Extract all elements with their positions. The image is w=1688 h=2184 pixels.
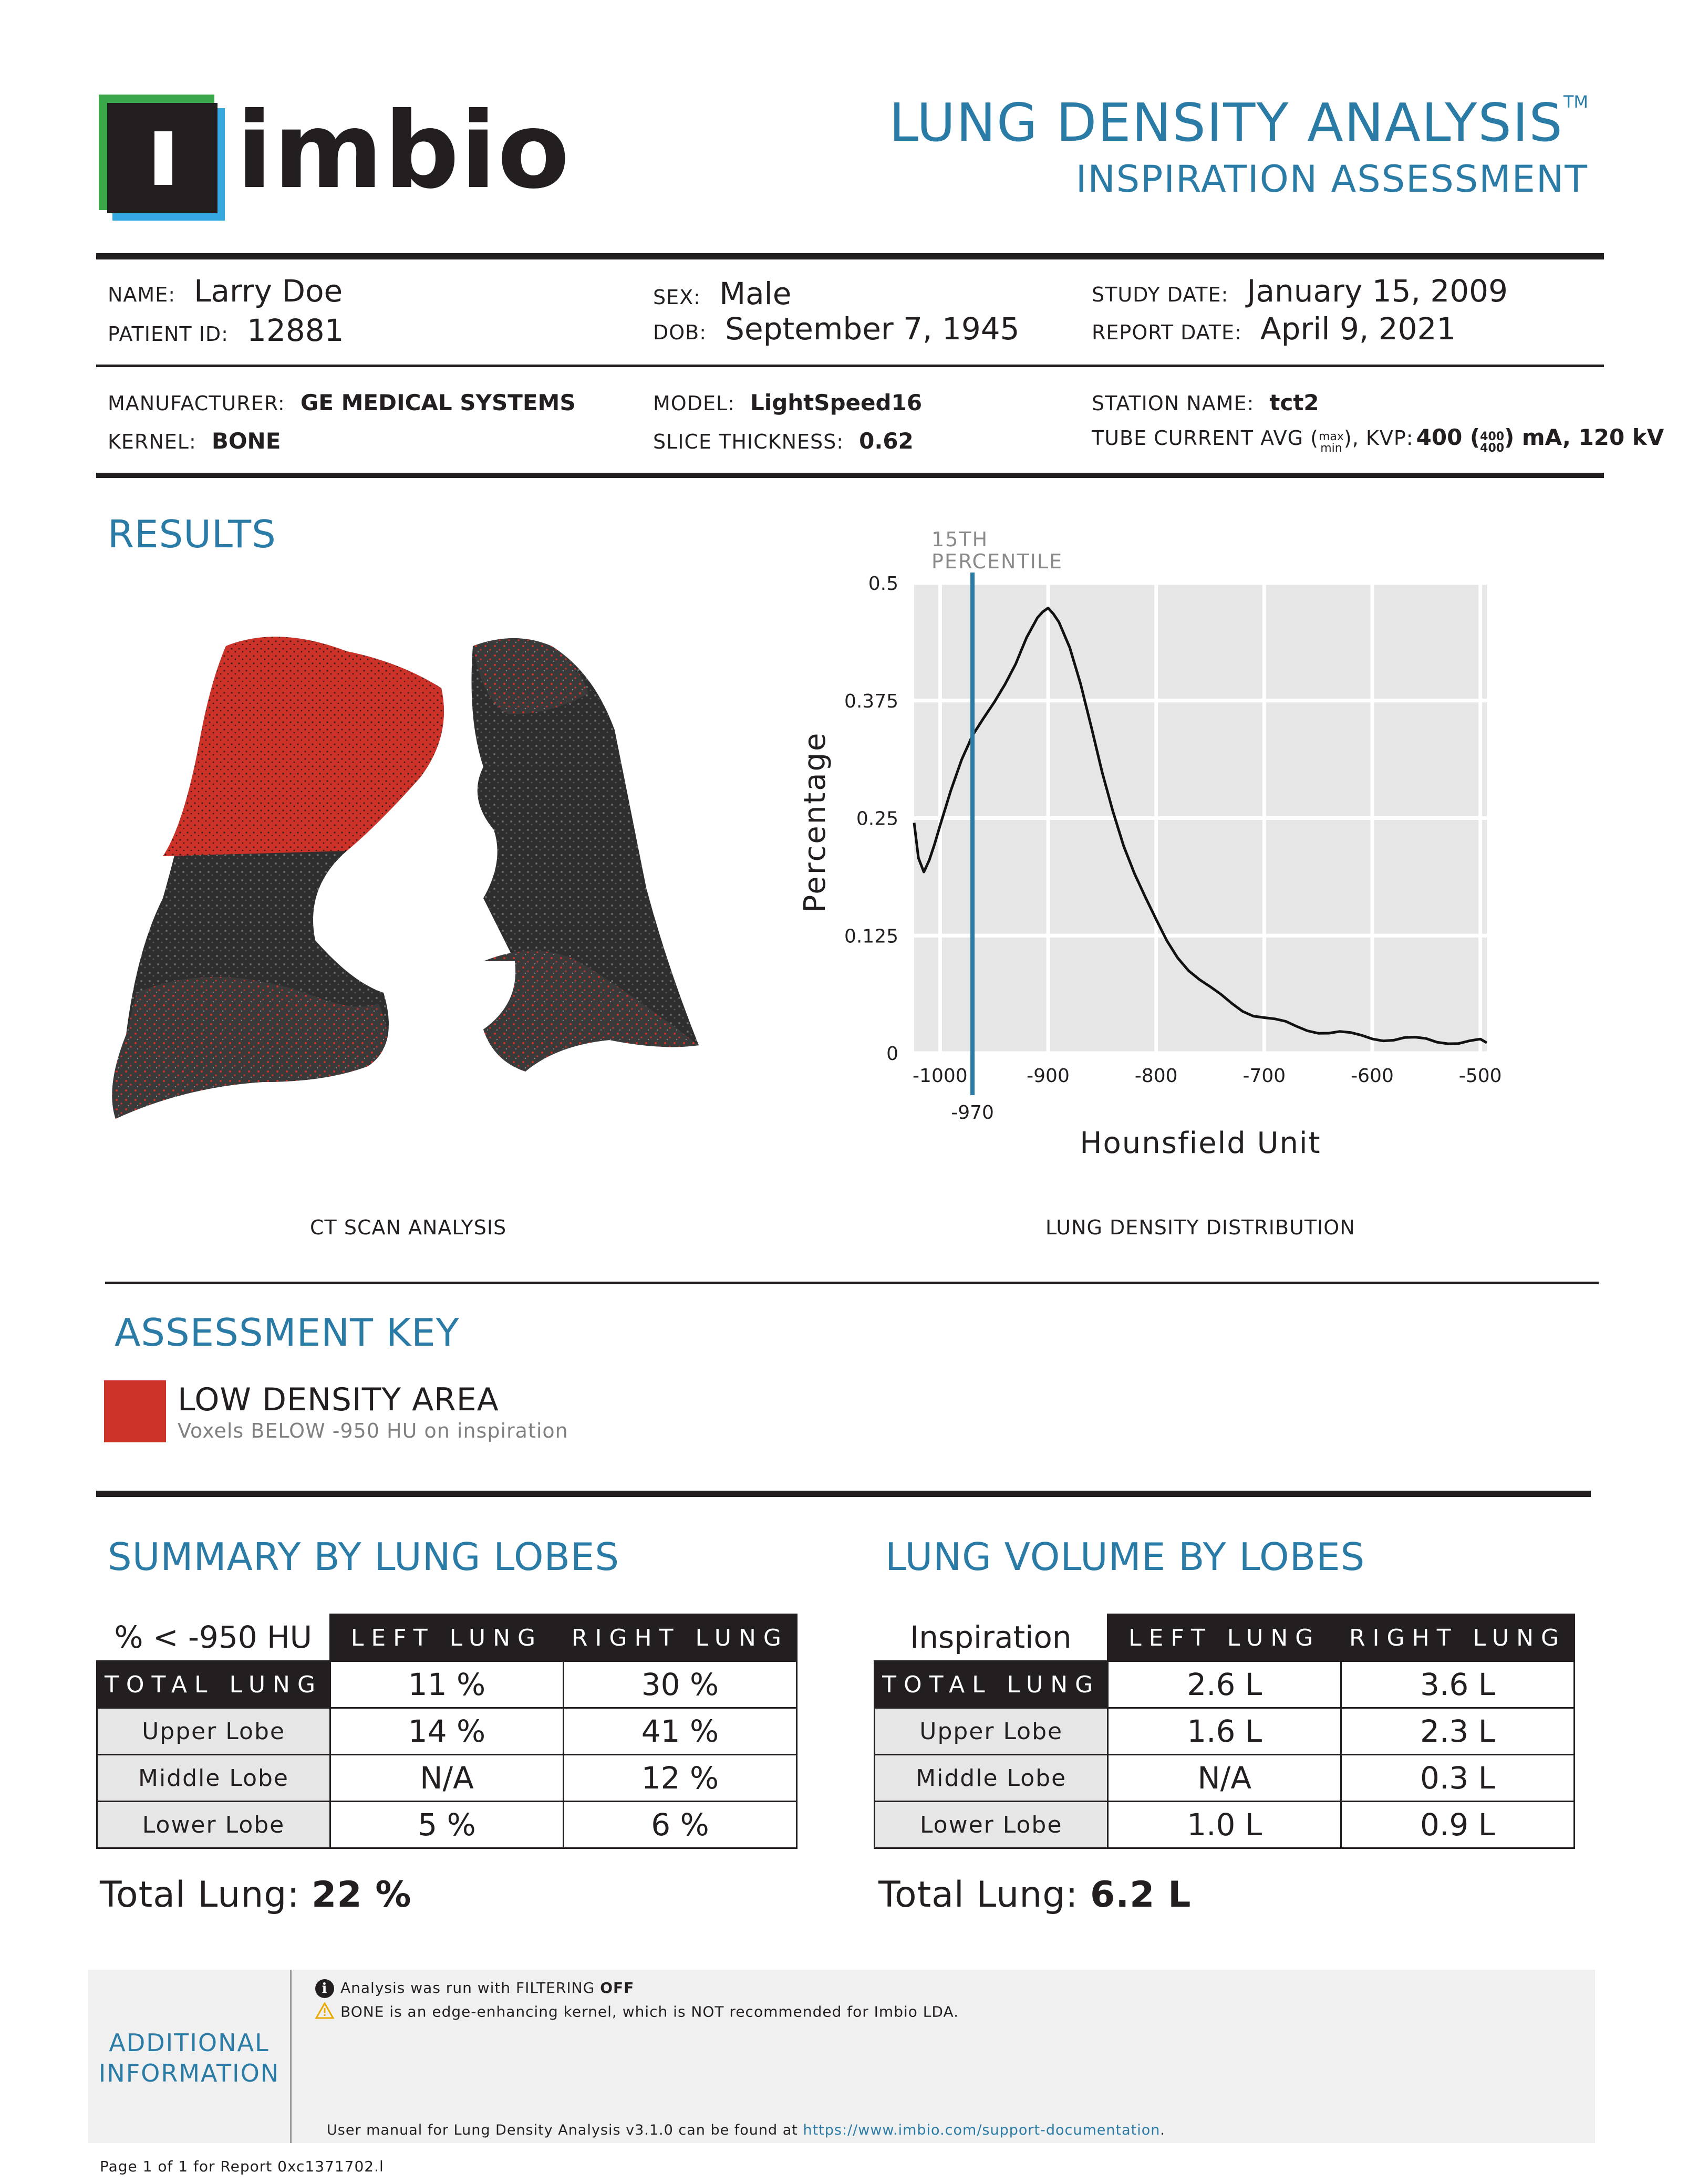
divider-results [105, 1282, 1599, 1284]
summary-title: SUMMARY BY LUNG LOBES [108, 1535, 620, 1579]
table-row: Upper Lobe 1.6 L 2.3 L [875, 1708, 1575, 1755]
percentile-label: 15TH [931, 528, 989, 551]
x-tick-label: -800 [1134, 1065, 1178, 1087]
x-tick-label: -600 [1351, 1065, 1394, 1087]
slice-thickness: SLICE THICKNESS: 0.62 [653, 428, 914, 454]
divider-key [96, 1491, 1591, 1497]
logo-mark [99, 95, 225, 221]
slice-thickness-value: 0.62 [859, 428, 914, 454]
divider-scan [96, 473, 1604, 478]
support-link[interactable]: https://www.imbio.com/support-documentation [803, 2122, 1161, 2138]
table-row: Lower Lobe 1.0 L 0.9 L [875, 1802, 1575, 1848]
summary-header-row [97, 1615, 797, 1661]
tube-current-value: 400 ( [1416, 424, 1480, 450]
table-row: Middle Lobe N/A 12 % [97, 1755, 797, 1802]
summary-total: Total Lung: 22 % [100, 1874, 412, 1916]
volume-col-right: RIGHT LUNG [1341, 1615, 1575, 1661]
low-density-swatch [104, 1380, 166, 1442]
kernel-value: BONE [211, 428, 281, 454]
table-row: Upper Lobe 14 % 41 % [97, 1708, 797, 1755]
table-row: TOTAL LUNG 11 % 30 % [97, 1661, 797, 1708]
x-tick-label: -900 [1027, 1065, 1070, 1087]
warning-icon [315, 2002, 334, 2023]
report-date: REPORT DATE: April 9, 2021 [1092, 311, 1456, 347]
percentile-value-label: -970 [951, 1102, 994, 1124]
patient-sex: SEX: Male [653, 276, 792, 311]
model: MODEL: LightSpeed16 [653, 390, 923, 415]
kernel: KERNEL: BONE [108, 428, 281, 454]
volume-header-row [875, 1615, 1575, 1661]
x-axis-label: Hounsfield Unit [1080, 1126, 1321, 1160]
page-footer: Page 1 of 1 for Report 0xc1371702.l [100, 2158, 384, 2175]
volume-total-value: 6.2 L [1090, 1874, 1192, 1916]
low-density-label: LOW DENSITY AREA [178, 1381, 499, 1418]
x-tick-label: -1000 [913, 1065, 968, 1087]
volume-corner-label: Inspiration [910, 1619, 1072, 1656]
table-row: Lower Lobe 5 % 6 % [97, 1802, 797, 1848]
station-name: STATION NAME: tct2 [1092, 390, 1319, 415]
study-date: STUDY DATE: January 15, 2009 [1092, 273, 1508, 309]
summary-col-left: LEFT LUNG [330, 1615, 564, 1661]
volume-total: Total Lung: 6.2 L [878, 1874, 1192, 1916]
y-tick-label: 0.25 [856, 808, 898, 830]
info-icon: i [315, 1979, 334, 1998]
patient-id: PATIENT ID: 12881 [108, 313, 344, 348]
report-title [889, 92, 1588, 153]
additional-info-title: ADDITIONAL INFORMATION [98, 2029, 280, 2087]
lung-density-chart [778, 520, 1545, 1177]
station-name-value: tct2 [1269, 390, 1319, 415]
additional-info-panel [88, 1970, 1595, 2143]
x-tick-label: -500 [1458, 1065, 1502, 1087]
ct-scan-image [105, 625, 725, 1135]
manufacturer-value: GE MEDICAL SYSTEMS [300, 390, 576, 415]
note-filtering: i Analysis was run with FILTERING OFF [315, 1979, 634, 1998]
logo [99, 90, 571, 221]
percentile-label: PERCENTILE [931, 550, 1063, 573]
model-value: LightSpeed16 [750, 390, 923, 415]
report-title-text: LUNG DENSITY ANALYSIS [889, 92, 1563, 153]
summary-total-value: 22 % [312, 1874, 412, 1916]
y-tick-label: 0.5 [868, 573, 898, 595]
patient-name-value: Larry Doe [194, 273, 343, 309]
y-axis-label: Percentage [798, 731, 832, 913]
manufacturer: MANUFACTURER: GE MEDICAL SYSTEMS [108, 390, 576, 415]
volume-col-left: LEFT LUNG [1108, 1615, 1341, 1661]
summary-corner-label: % < -950 HU [114, 1619, 313, 1656]
patient-dob-value: September 7, 1945 [725, 311, 1020, 347]
volume-title: LUNG VOLUME BY LOBES [885, 1535, 1365, 1579]
y-tick-label: 0 [886, 1043, 898, 1065]
patient-name: NAME: Larry Doe [108, 273, 343, 309]
table-row: Middle Lobe N/A 0.3 L [875, 1755, 1575, 1802]
patient-id-value: 12881 [247, 313, 344, 348]
report-subtitle: INSPIRATION ASSESSMENT [1075, 158, 1588, 201]
chart-caption: LUNG DENSITY DISTRIBUTION [1045, 1216, 1355, 1239]
y-tick-label: 0.125 [844, 925, 898, 948]
tube-current: TUBE CURRENT AVG ( max min ), KVP: 400 ( 400 400 ) mA, 120 kV [1092, 424, 1664, 455]
divider-patient [96, 365, 1604, 367]
volume-table [874, 1614, 1575, 1849]
patient-sex-value: Male [719, 276, 792, 311]
ct-scan-caption: CT SCAN ANALYSIS [310, 1216, 507, 1239]
trademark: TM [1563, 92, 1588, 112]
user-manual-note: User manual for Lung Density Analysis v3.1.0 can be found at https://www.imbio.com/support-documentation. [327, 2122, 1165, 2138]
summary-col-right: RIGHT LUNG [563, 1615, 796, 1661]
low-density-desc: Voxels BELOW -950 HU on inspiration [178, 1419, 568, 1442]
note-kernel: BONE is an edge-enhancing kernel, which is NOT recommended for Imbio LDA. [315, 2002, 959, 2023]
report-date-value: April 9, 2021 [1260, 311, 1456, 347]
patient-dob: DOB: September 7, 1945 [653, 311, 1020, 347]
results-title: RESULTS [108, 512, 276, 556]
divider-top [96, 253, 1604, 259]
summary-table [96, 1614, 798, 1849]
table-row: TOTAL LUNG 2.6 L 3.6 L [875, 1661, 1575, 1708]
study-date-value: January 15, 2009 [1247, 273, 1508, 309]
y-tick-label: 0.375 [844, 690, 898, 712]
x-tick-label: -700 [1242, 1065, 1286, 1087]
logo-text: imbio [236, 90, 571, 212]
additional-info-divider [290, 1970, 292, 2143]
assessment-key-title: ASSESSMENT KEY [115, 1311, 460, 1355]
